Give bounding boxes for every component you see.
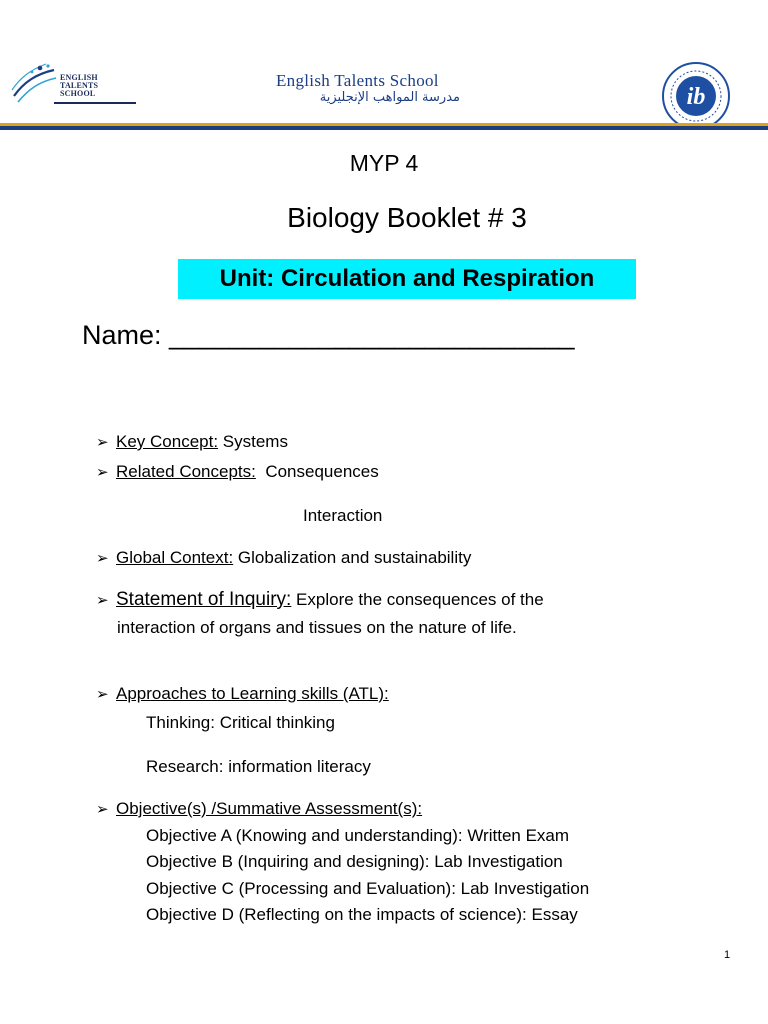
arrow-bullet-icon: ➢ <box>96 434 109 451</box>
soi-label: Statement of Inquiry: <box>116 589 292 610</box>
soi-value-2: interaction of organs and tissues on the nature of life. <box>117 618 517 637</box>
key-concept-value: Systems <box>218 432 288 451</box>
related-concepts-label: Related Concepts: <box>116 462 256 481</box>
unit-highlight <box>178 259 636 299</box>
soi-value-1: Explore the consequences of the <box>291 590 544 609</box>
school-name-english: English Talents School <box>276 71 439 90</box>
key-concept-label: Key Concept: <box>116 432 219 451</box>
objective-line: Objective B (Inquiring and designing): Lab Investigation <box>146 852 563 871</box>
related-concept-value-1: Consequences <box>255 462 379 481</box>
swoosh-logo-icon <box>10 60 60 110</box>
objective-line: Objective C (Processing and Evaluation): Lab Investigation <box>146 879 590 898</box>
atl-item <box>96 684 389 704</box>
global-context-item <box>96 548 471 568</box>
global-context-label: Global Context: <box>116 548 234 567</box>
unit-title: Unit: Circulation and Respiration <box>219 265 595 292</box>
booklet-title: Biology Booklet # 3 <box>287 202 527 233</box>
atl-skill: Thinking: Critical thinking <box>146 713 335 732</box>
atl-label: Approaches to Learning skills (ATL): <box>116 684 389 703</box>
arrow-bullet-icon: ➢ <box>96 550 109 567</box>
program-title: MYP 4 <box>349 150 419 176</box>
ib-logo-text: ib <box>686 84 706 110</box>
school-name-arabic: مدرسة المواهب الإنجليزية <box>319 90 460 105</box>
page-header <box>0 0 768 130</box>
arrow-bullet-icon: ➢ <box>96 464 109 481</box>
related-concept-value-2: Interaction <box>303 506 383 525</box>
arrow-bullet-icon: ➢ <box>96 592 109 609</box>
ib-logo-icon <box>660 60 732 132</box>
statement-of-inquiry-item <box>96 589 544 611</box>
school-logo-left <box>10 60 130 110</box>
key-concept-item <box>96 432 288 452</box>
objective-line: Objective D (Reflecting on the impacts of science): Essay <box>146 905 578 924</box>
related-concepts-item <box>96 462 379 482</box>
arrow-bullet-icon: ➢ <box>96 686 109 703</box>
global-context-value: Globalization and sustainability <box>233 548 472 567</box>
logo-text: ENGLISH TALENTS SCHOOL <box>60 73 99 98</box>
header-rule-navy <box>0 126 768 130</box>
page-number: 1 <box>724 949 731 961</box>
objective-line: Objective A (Knowing and understanding): Written Exam <box>146 826 570 845</box>
objectives-item <box>96 799 422 819</box>
arrow-bullet-icon: ➢ <box>96 801 109 818</box>
atl-skill: Research: information literacy <box>146 757 371 776</box>
name-line: Name: ___________________________ <box>82 320 575 350</box>
logo-underline <box>54 102 136 104</box>
objectives-label: Objective(s) /Summative Assessment(s): <box>116 799 423 818</box>
